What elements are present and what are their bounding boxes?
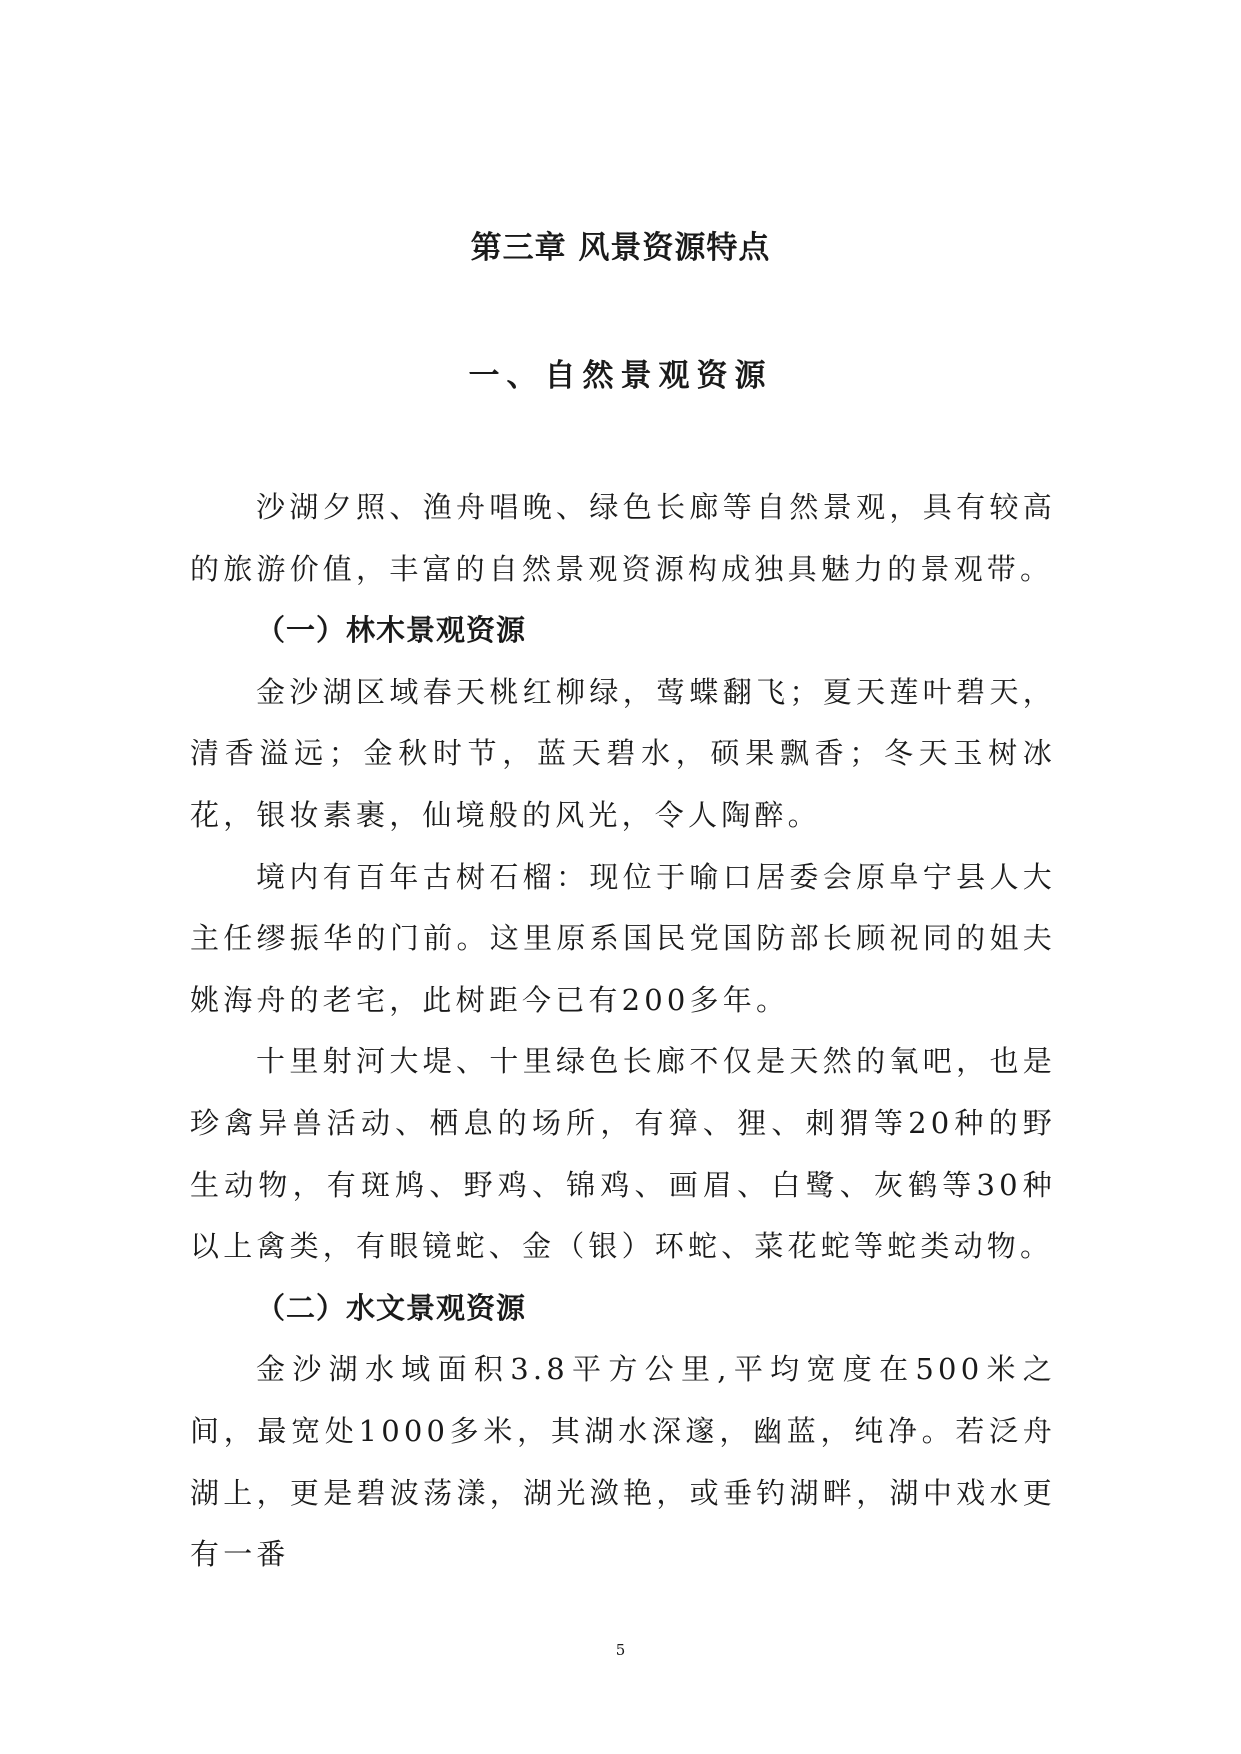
subsection-title-hydrology: （二）水文景观资源 bbox=[256, 1290, 527, 1325]
intro-paragraph: 沙湖夕照、渔舟唱晚、绿色长廊等自然景观，具有较高的旅游价值，丰富的自然景观资源构成独具魅力的景观带。 bbox=[190, 490, 1056, 586]
subsection-title-forest: （一）林木景观资源 bbox=[256, 613, 527, 648]
body-text bbox=[190, 477, 1056, 1586]
chapter-title: 第三章 风景资源特点 bbox=[470, 230, 771, 266]
paragraph: 十里射河大堤、十里绿色长廊不仅是天然的氧吧，也是珍禽异兽活动、栖息的场所，有獐、狸、刺猬等20种的野生动物，有斑鸠、野鸡、锦鸡、画眉、白鹭、灰鹤等30种以上禽类，有眼镜蛇、金（银）环蛇、菜花蛇等蛇类动物。 bbox=[190, 1044, 1056, 1264]
paragraph: 金沙湖区域春天桃红柳绿，莺蝶翻飞；夏天莲叶碧天，清香溢远；金秋时节，蓝天碧水，硕果飘香；冬天玉树冰花，银妆素裹，仙境般的风光，令人陶醉。 bbox=[190, 674, 1056, 832]
paragraph: 金沙湖水域面积3.8平方公里,平均宽度在500米之间，最宽处1000多米，其湖水深邃，幽蓝，纯净。若泛舟湖上，更是碧波荡漾，湖光潋艳，或垂钓湖畔，湖中戏水更有一番 bbox=[190, 1352, 1056, 1572]
paragraph: 境内有百年古树石榴：现位于喻口居委会原阜宁县人大主任缪振华的门前。这里原系国民党国防部长顾祝同的姐夫姚海舟的老宅，此树距今已有200多年。 bbox=[190, 859, 1056, 1017]
page-number: 5 bbox=[615, 1641, 626, 1659]
section-title: 一、自然景观资源 bbox=[468, 358, 773, 394]
